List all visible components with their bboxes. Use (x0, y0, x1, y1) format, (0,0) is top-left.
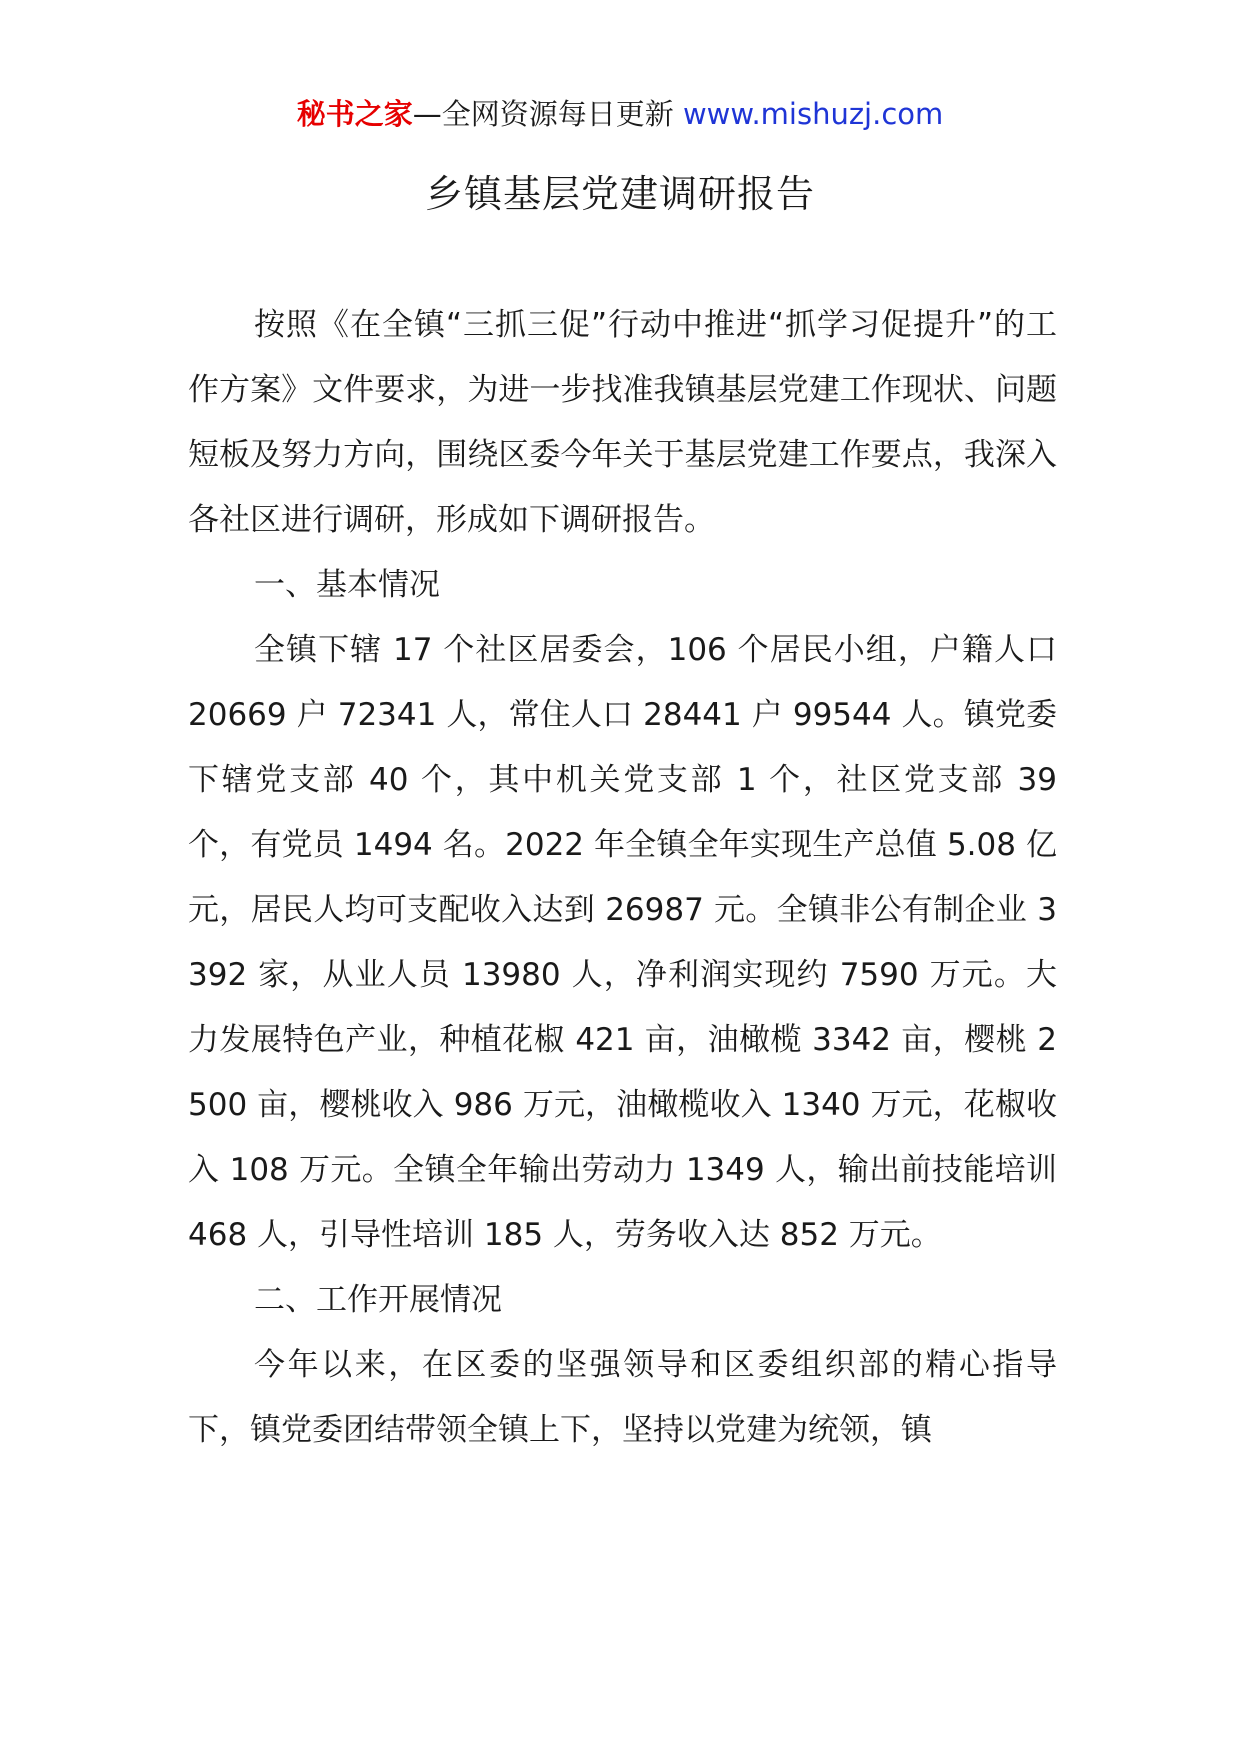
site-watermark-header (0, 94, 1240, 134)
basic-situation-paragraph: 全镇下辖 17 个社区居委会，106 个居民小组，户籍人口 20669 户 72341 人，常住人口 28441 户 99544 人。镇党委下辖党支部 40 个，其中机关党支部 1 个，社区党支部 39 个，有党员 1494 名。2022 年全镇全年实现生产总值 5.08 亿元，居民人均可支配收入达到 26987 元。全镇非公有制企业 3392 家，从业人员 13980 人，净利润实现约 7590 万元。大力发展特色产业，种植花椒 421 亩，油橄榄 3342 亩，樱桃 2500 亩，樱桃收入 986 万元，油橄榄收入 1340 万元，花椒收入 108 万元。全镇全年输出劳动力 1349 人，输出前技能培训 468 人，引导性培训 185 人，劳务收入达 852 万元。 (188, 632, 1057, 1253)
site-url: www.mishuzj.com (682, 97, 944, 131)
intro-paragraph: 按照《在全镇“三抓三促”行动中推进“抓学习促提升”的工作方案》文件要求，为进一步找准我镇基层党建工作现状、问题短板及努力方向，围绕区委今年关于基层党建工作要点，我深入各社区进行调研，形成如下调研报告。 (188, 307, 1057, 538)
document-title: 乡镇基层党建调研报告 (424, 172, 815, 216)
brand-tagline: —全网资源每日更新 (412, 97, 683, 131)
section-heading-work-progress: 二、工作开展情况 (254, 1282, 502, 1318)
brand-name: 秘书之家 (296, 97, 413, 131)
work-progress-paragraph: 今年以来，在区委的坚强领导和区委组织部的精心指导下，镇党委团结带领全镇上下，坚持以党建为统领，镇 (188, 1347, 1057, 1448)
document-body (188, 293, 1057, 1463)
section-heading-basic-situation: 一、基本情况 (254, 567, 440, 603)
